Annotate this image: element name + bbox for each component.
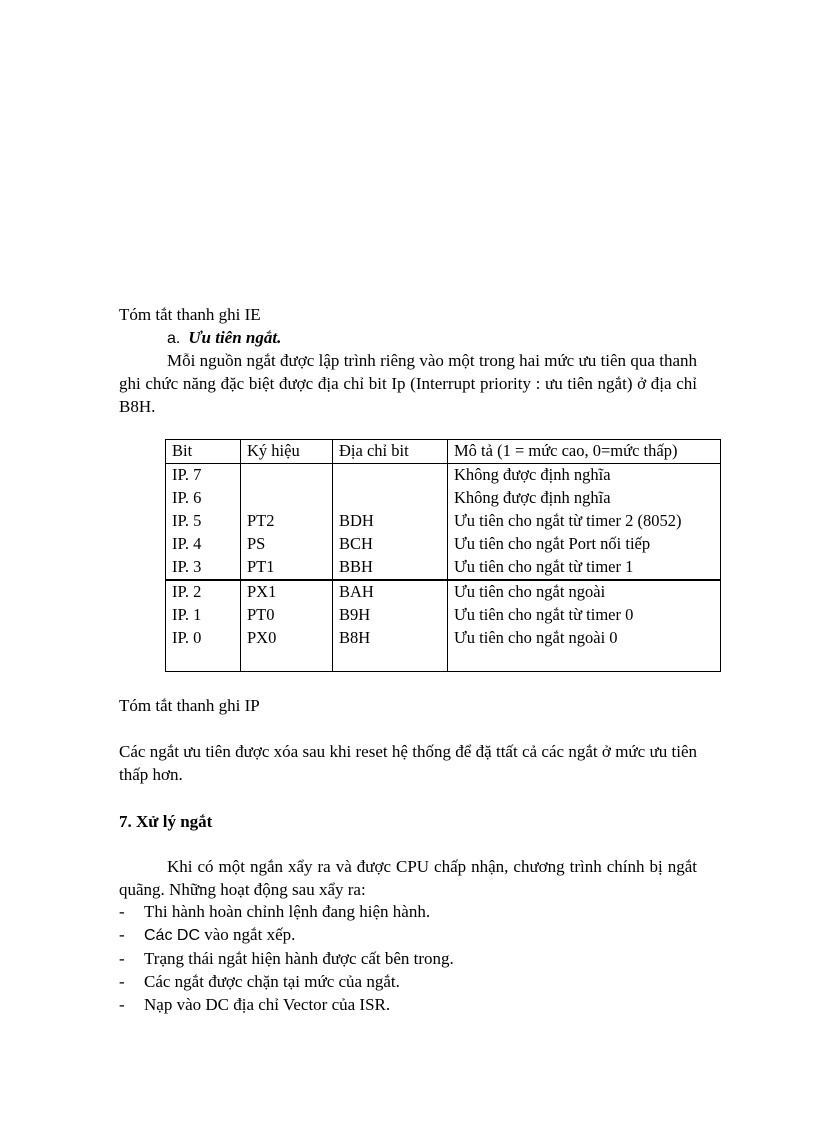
- cell-description: Ưu tiên cho ngắt từ timer 2 (8052): [448, 510, 721, 533]
- cell-symbol: PT2: [241, 510, 333, 533]
- cell-address: [333, 487, 448, 510]
- list-item: [119, 993, 454, 1016]
- section-a-title: Ưu tiên ngắt.: [188, 328, 282, 347]
- table-row: [166, 510, 721, 533]
- table-row: [166, 487, 721, 510]
- header-bit-address: Địa chỉ bit: [333, 440, 448, 464]
- list-dash: -: [119, 925, 125, 944]
- ie-summary-caption: Tóm tắt thanh ghi IE: [119, 305, 261, 324]
- step-text-prefix: Các DC: [144, 927, 201, 944]
- ip-register-table: [165, 439, 721, 672]
- header-symbol: Ký hiệu: [241, 440, 333, 464]
- cell-bit: IP. 1: [166, 604, 241, 627]
- cell-symbol: PS: [241, 533, 333, 556]
- cell-bit: IP. 5: [166, 510, 241, 533]
- cell-bit: IP. 3: [166, 556, 241, 580]
- header-description: Mô tả (1 = mức cao, 0=mức thấp): [448, 440, 721, 464]
- cell-symbol: PX0: [241, 627, 333, 672]
- step-text: vào ngắt xếp.: [200, 925, 296, 944]
- list-dash: -: [119, 995, 125, 1014]
- table-row: [166, 580, 721, 604]
- step-text: Thi hành hoàn chỉnh lệnh đang hiện hành.: [144, 902, 431, 921]
- cell-symbol: PX1: [241, 580, 333, 604]
- header-bit: Bit: [166, 440, 241, 464]
- list-dash: -: [119, 949, 125, 968]
- cell-bit: IP. 2: [166, 580, 241, 604]
- step-text: Các ngắt được chặn tại mức của ngắt.: [144, 972, 400, 991]
- cell-address: BCH: [333, 533, 448, 556]
- section-a-heading: [167, 326, 281, 350]
- table-header-row: [166, 440, 721, 464]
- table-row: [166, 556, 721, 580]
- cell-description: Ưu tiên cho ngắt từ timer 0: [448, 604, 721, 627]
- reset-paragraph: Các ngắt ưu tiên được xóa sau khi reset hệ thống để đặ ttất cả các ngắt ở mức ưu tiên thấp hơn.: [119, 742, 697, 784]
- cell-bit: IP. 7: [166, 464, 241, 488]
- cell-address: [333, 464, 448, 488]
- cell-symbol: PT0: [241, 604, 333, 627]
- cell-bit: IP. 0: [166, 627, 241, 672]
- list-item: [119, 970, 454, 993]
- cell-description: Ưu tiên cho ngắt ngoài 0: [448, 627, 721, 672]
- ip-summary-caption: Tóm tắt thanh ghi IP: [119, 696, 260, 715]
- cell-symbol: [241, 464, 333, 488]
- step-text: Trạng thái ngắt hiện hành được cất bên trong.: [144, 949, 454, 968]
- cell-symbol: [241, 487, 333, 510]
- cell-address: B9H: [333, 604, 448, 627]
- section-a-letter: a.: [167, 330, 181, 347]
- list-item: [119, 900, 454, 923]
- table-row: [166, 627, 721, 672]
- step-text: Nạp vào DC địa chỉ Vector của ISR.: [144, 995, 391, 1014]
- list-dash: -: [119, 972, 125, 991]
- cell-symbol: PT1: [241, 556, 333, 580]
- table-row: [166, 604, 721, 627]
- cell-bit: IP. 4: [166, 533, 241, 556]
- section-7-title: 7. Xử lý ngắt: [119, 812, 213, 831]
- cell-address: BAH: [333, 580, 448, 604]
- cell-description: Ưu tiên cho ngắt Port nối tiếp: [448, 533, 721, 556]
- cell-description: Ưu tiên cho ngắt từ timer 1: [448, 556, 721, 580]
- cell-description: Không được định nghĩa: [448, 487, 721, 510]
- cell-bit: IP. 6: [166, 487, 241, 510]
- cell-description: Ưu tiên cho ngắt ngoài: [448, 580, 721, 604]
- processing-steps-list: [119, 900, 454, 1016]
- intro-paragraph: Mỗi nguồn ngắt được lập trình riêng vào một trong hai mức ưu tiên qua thanh ghi chức năng đặc biệt được địa chỉ bit Ip (Interrupt priority : ưu tiên ngắt) ở địa chỉ B8H.: [119, 351, 697, 416]
- list-dash: -: [119, 902, 125, 921]
- list-item: [119, 923, 454, 947]
- processing-paragraph: Khi có một ngắn xẩy ra và được CPU chấp nhận, chương trình chính bị ngắt quãng. Những hoạt động sau xẩy ra:: [119, 857, 697, 899]
- cell-address: BDH: [333, 510, 448, 533]
- table-row: [166, 464, 721, 488]
- cell-address: B8H: [333, 627, 448, 672]
- cell-address: BBH: [333, 556, 448, 580]
- cell-description: Không được định nghĩa: [448, 464, 721, 488]
- list-item: [119, 947, 454, 970]
- table-row: [166, 533, 721, 556]
